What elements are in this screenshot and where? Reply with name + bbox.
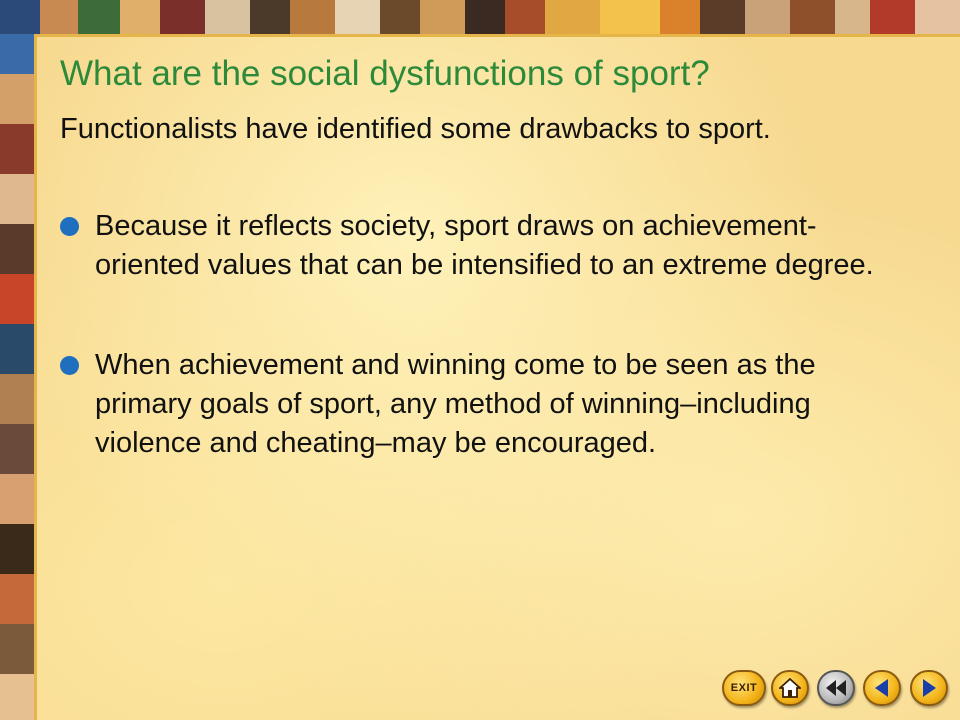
home-button[interactable] (771, 670, 809, 706)
bullet-dot-icon (60, 217, 79, 236)
first-slide-button[interactable] (817, 670, 855, 706)
exit-button[interactable] (722, 670, 766, 706)
exit-icon: EXIT (730, 682, 758, 694)
bullet-text: When achievement and winning come to be seen as the primary goals of sport, any method of winning–including violence and cheating–may be encouraged. (95, 349, 816, 459)
bullet-item (60, 207, 920, 285)
photo-collage-top (0, 0, 960, 34)
previous-slide-icon (873, 678, 891, 698)
slide-title: What are the social dysfunctions of sport? (60, 54, 710, 93)
next-slide-button[interactable] (910, 670, 948, 706)
previous-slide-button[interactable] (863, 670, 901, 706)
home-icon (779, 678, 801, 698)
first-slide-icon (824, 679, 848, 697)
bullet-item (60, 346, 920, 463)
bullet-text: Because it reflects society, sport draws on achievement-oriented values that can be intensified to an extreme degree. (95, 210, 874, 281)
slide-intro-text: Functionalists have identified some drawbacks to sport. (60, 113, 771, 145)
bullet-dot-icon (60, 356, 79, 375)
photo-collage-left (0, 34, 34, 720)
next-slide-icon (920, 678, 938, 698)
